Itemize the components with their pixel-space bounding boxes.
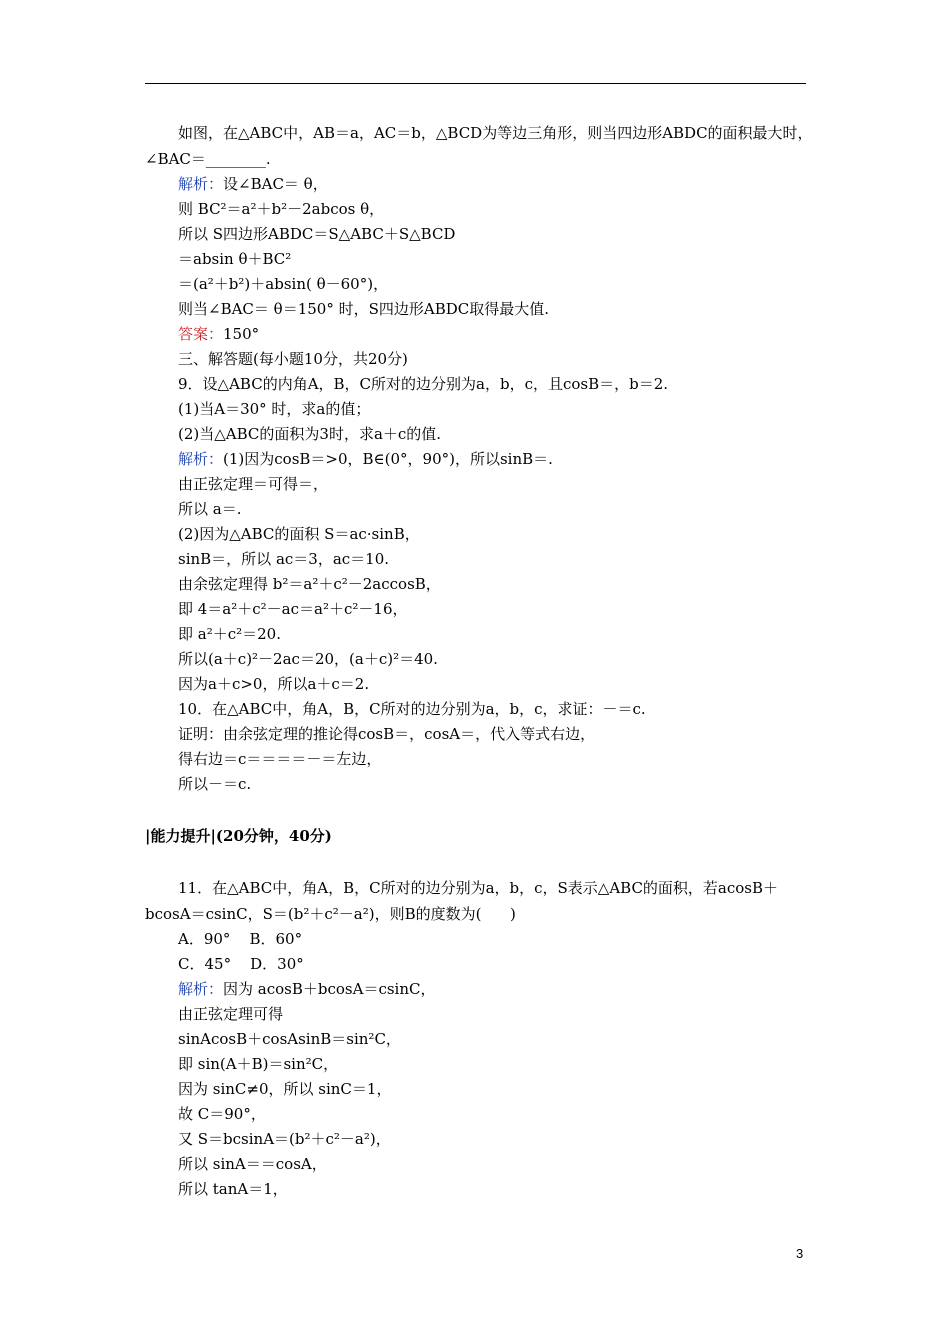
line-body: (1)因为cosB＝>0，B∈(0°，90°)，所以sinB＝.: [223, 450, 553, 468]
text-line: ∠BAC＝________.: [145, 150, 271, 168]
text-line: sinAcosB＋cosAsinB＝sin²C，: [178, 1030, 401, 1048]
text-line: 所以 S四边形ABDC＝S△ABC＋S△BCD: [178, 225, 456, 243]
text-line: [178, 324, 259, 344]
text-line: 即 a²＋c²＝20.: [178, 625, 281, 643]
line-body: 150°: [223, 325, 260, 343]
text-line: 11．在△ABC中，角A，B，C所对的边分别为a，b，c，S表示△ABC的面积，若acosB＋: [178, 879, 779, 897]
text-line: 又 S＝bcsinA＝(b²＋c²－a²)，: [178, 1130, 391, 1148]
text-line: C．45° D．30°: [178, 955, 304, 973]
text-line: 由余弦定理得 b²＝a²＋c²－2accosB，: [178, 575, 441, 593]
text-line: A．90° B．60°: [178, 930, 303, 948]
text-line: 所以(a＋c)²－2ac＝20，(a＋c)²＝40.: [178, 650, 438, 668]
text-line: 因为a＋c>0，所以a＋c＝2.: [178, 675, 370, 693]
text-line: 即 4＝a²＋c²－ac＝a²＋c²－16，: [178, 600, 408, 618]
text-line: |能力提升|(20分钟，40分): [145, 827, 332, 845]
text-line: 9．设△ABC的内角A，B，C所对的边分别为a，b，c，且cosB＝，b＝2.: [178, 375, 669, 393]
text-line: 证明：由余弦定理的推论得cosB＝，cosA＝，代入等式右边，: [178, 725, 596, 743]
analysis-label: 解析：: [178, 450, 224, 468]
text-line: 则当∠BAC＝ θ＝150° 时，S四边形ABDC取得最大值.: [178, 300, 550, 318]
text-line: [178, 979, 435, 999]
analysis-label: 解析：: [178, 175, 224, 193]
text-line: 即 sin(A＋B)＝sin²C，: [178, 1055, 339, 1073]
text-line: 故 C＝90°，: [178, 1105, 266, 1123]
answer-label: 答案：: [178, 325, 224, 343]
header-rule: [145, 83, 806, 84]
text-line: 由正弦定理＝可得＝，: [178, 475, 329, 493]
text-line: 得右边＝c＝＝＝＝－＝左边，: [178, 750, 382, 768]
text-line: ＝(a²＋b²)＋absin( θ－60°)，: [178, 275, 389, 293]
line-body: 设∠BAC＝ θ，: [223, 175, 328, 193]
text-line: (1)当A＝30° 时，求a的值；: [178, 400, 371, 418]
page-number: 3: [796, 1246, 804, 1261]
analysis-label: 解析：: [178, 980, 224, 998]
text-line: (2)当△ABC的面积为3时，求a＋c的值.: [178, 425, 442, 443]
text-line: 10．在△ABC中，角A，B，C所对的边分别为a，b，c，求证：－＝c.: [178, 700, 646, 718]
text-line: 由正弦定理可得: [178, 1005, 284, 1023]
text-line: sinB＝，所以 ac＝3，ac＝10.: [178, 550, 390, 568]
text-line: 则 BC²＝a²＋b²－2abcos θ，: [178, 200, 385, 218]
text-line: 所以 a＝.: [178, 500, 242, 518]
text-line: 所以－＝c.: [178, 775, 252, 793]
text-line: [178, 174, 328, 194]
text-line: 如图，在△ABC中，AB＝a，AC＝b，△BCD为等边三角形，则当四边形ABDC的面积最大时，: [178, 124, 813, 142]
line-body: 因为 acosB＋bcosA＝csinC，: [223, 980, 436, 998]
text-line: [178, 449, 553, 469]
text-line: 三、解答题(每小题10分，共20分): [178, 350, 408, 368]
text-line: 所以 sinA＝＝cosA，: [178, 1155, 327, 1173]
text-line: (2)因为△ABC的面积 S＝ac·sinB，: [178, 525, 420, 543]
text-line: bcosA＝csinC，S＝(b²＋c²－a²)，则B的度数为( ): [145, 905, 516, 923]
text-line: 所以 tanA＝1，: [178, 1180, 288, 1198]
text-line: 因为 sinC≠0，所以 sinC＝1，: [178, 1080, 392, 1098]
text-line: ＝absin θ＋BC²: [178, 250, 292, 268]
